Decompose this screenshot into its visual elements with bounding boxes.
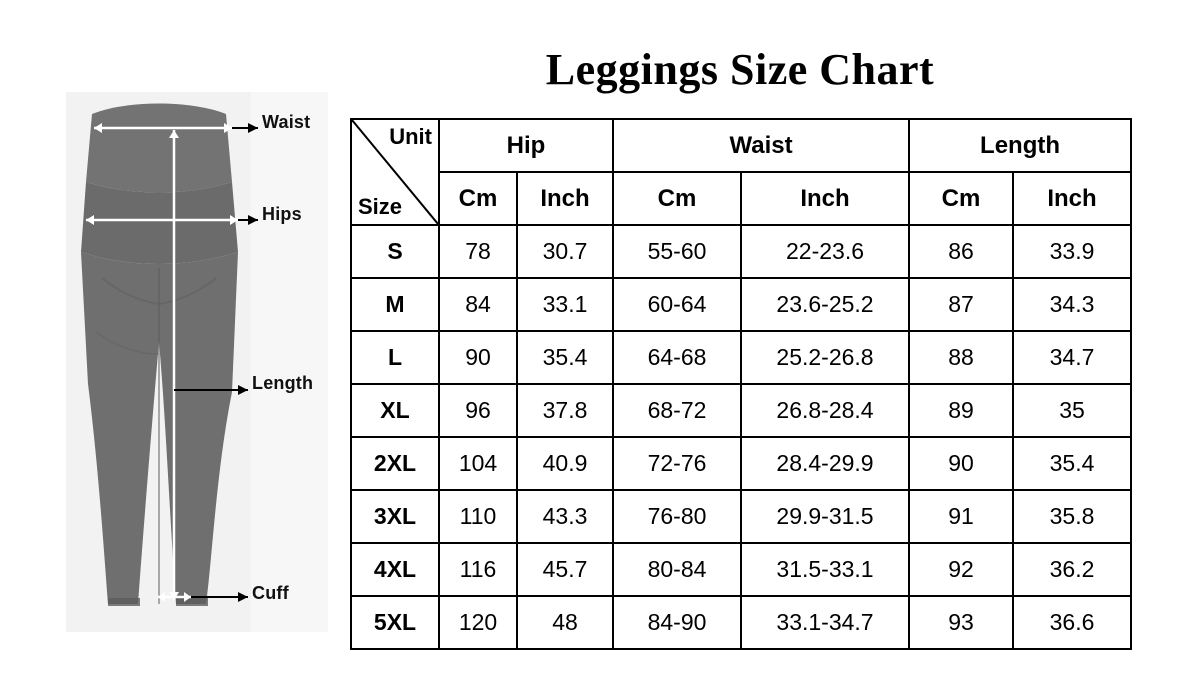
cell-waist-cm: 68-72 [613, 384, 741, 437]
cell-size: 5XL [351, 596, 439, 649]
table-row [351, 543, 1131, 596]
cell-size: XL [351, 384, 439, 437]
table-row [351, 278, 1131, 331]
cell-hip-cm: 90 [439, 331, 517, 384]
leggings-measurement-diagram [66, 92, 328, 632]
cell-hip-cm: 116 [439, 543, 517, 596]
cell-length-inch: 34.7 [1013, 331, 1131, 384]
cell-length-inch: 36.6 [1013, 596, 1131, 649]
page-title: Leggings Size Chart [545, 45, 935, 94]
subheader-length-inch: Inch [1013, 172, 1131, 225]
cell-hip-cm: 96 [439, 384, 517, 437]
cell-waist-inch: 26.8-28.4 [741, 384, 909, 437]
cell-size: 2XL [351, 437, 439, 490]
cell-hip-inch: 45.7 [517, 543, 613, 596]
cell-waist-inch: 22-23.6 [741, 225, 909, 278]
subheader-waist-inch: Inch [741, 172, 909, 225]
corner-unit-label: Unit [389, 124, 432, 149]
cell-waist-cm: 80-84 [613, 543, 741, 596]
subheader-hip-cm: Cm [439, 172, 517, 225]
cell-hip-cm: 78 [439, 225, 517, 278]
cell-length-inch: 33.9 [1013, 225, 1131, 278]
cell-hip-inch: 37.8 [517, 384, 613, 437]
cell-size: L [351, 331, 439, 384]
size-table-wrapper [350, 118, 1130, 650]
cell-size: 3XL [351, 490, 439, 543]
callout-label-length: Length [252, 373, 314, 393]
cell-waist-inch: 28.4-29.9 [741, 437, 909, 490]
cell-hip-cm: 104 [439, 437, 517, 490]
group-header-hip: Hip [439, 119, 613, 172]
cell-length-cm: 92 [909, 543, 1013, 596]
cell-hip-inch: 35.4 [517, 331, 613, 384]
table-header-row-units [351, 172, 1131, 225]
cell-waist-inch: 33.1-34.7 [741, 596, 909, 649]
cell-length-cm: 86 [909, 225, 1013, 278]
table-header-row-groups [351, 119, 1131, 172]
cell-size: 4XL [351, 543, 439, 596]
cell-waist-cm: 55-60 [613, 225, 741, 278]
cell-waist-cm: 64-68 [613, 331, 741, 384]
table-body [351, 225, 1131, 649]
table-row [351, 331, 1131, 384]
corner-size-label: Size [358, 194, 403, 219]
cell-waist-cm: 84-90 [613, 596, 741, 649]
table-head [351, 119, 1131, 225]
cell-length-inch: 35.4 [1013, 437, 1131, 490]
group-header-waist: Waist [613, 119, 909, 172]
cell-length-cm: 93 [909, 596, 1013, 649]
group-header-length: Length [909, 119, 1131, 172]
corner-unit-size-cell [351, 119, 439, 225]
cell-hip-inch: 40.9 [517, 437, 613, 490]
size-chart-table [350, 118, 1132, 650]
subheader-waist-cm: Cm [613, 172, 741, 225]
cell-waist-inch: 25.2-26.8 [741, 331, 909, 384]
cell-waist-inch: 23.6-25.2 [741, 278, 909, 331]
callout-label-waist: Waist [262, 112, 311, 132]
cell-waist-cm: 72-76 [613, 437, 741, 490]
cell-length-inch: 34.3 [1013, 278, 1131, 331]
table-row [351, 490, 1131, 543]
cell-hip-cm: 120 [439, 596, 517, 649]
cell-waist-cm: 60-64 [613, 278, 741, 331]
subheader-length-cm: Cm [909, 172, 1013, 225]
cell-length-cm: 87 [909, 278, 1013, 331]
table-row [351, 225, 1131, 278]
table-row [351, 596, 1131, 649]
table-row [351, 384, 1131, 437]
table-row [351, 437, 1131, 490]
cell-waist-inch: 31.5-33.1 [741, 543, 909, 596]
cell-hip-inch: 43.3 [517, 490, 613, 543]
cell-hip-inch: 30.7 [517, 225, 613, 278]
cell-hip-inch: 33.1 [517, 278, 613, 331]
cell-hip-inch: 48 [517, 596, 613, 649]
callout-label-hips: Hips [262, 204, 302, 224]
leggings-photo [66, 92, 328, 632]
cell-waist-inch: 29.9-31.5 [741, 490, 909, 543]
cell-length-inch: 35.8 [1013, 490, 1131, 543]
cell-size: S [351, 225, 439, 278]
cell-length-cm: 88 [909, 331, 1013, 384]
cell-hip-cm: 84 [439, 278, 517, 331]
cell-hip-cm: 110 [439, 490, 517, 543]
cell-length-cm: 89 [909, 384, 1013, 437]
subheader-hip-inch: Inch [517, 172, 613, 225]
cell-length-cm: 91 [909, 490, 1013, 543]
cell-size: M [351, 278, 439, 331]
callout-label-cuff: Cuff [252, 583, 289, 603]
cell-length-inch: 35 [1013, 384, 1131, 437]
cell-length-cm: 90 [909, 437, 1013, 490]
cell-length-inch: 36.2 [1013, 543, 1131, 596]
leggings-illustration [66, 92, 328, 632]
cell-waist-cm: 76-80 [613, 490, 741, 543]
